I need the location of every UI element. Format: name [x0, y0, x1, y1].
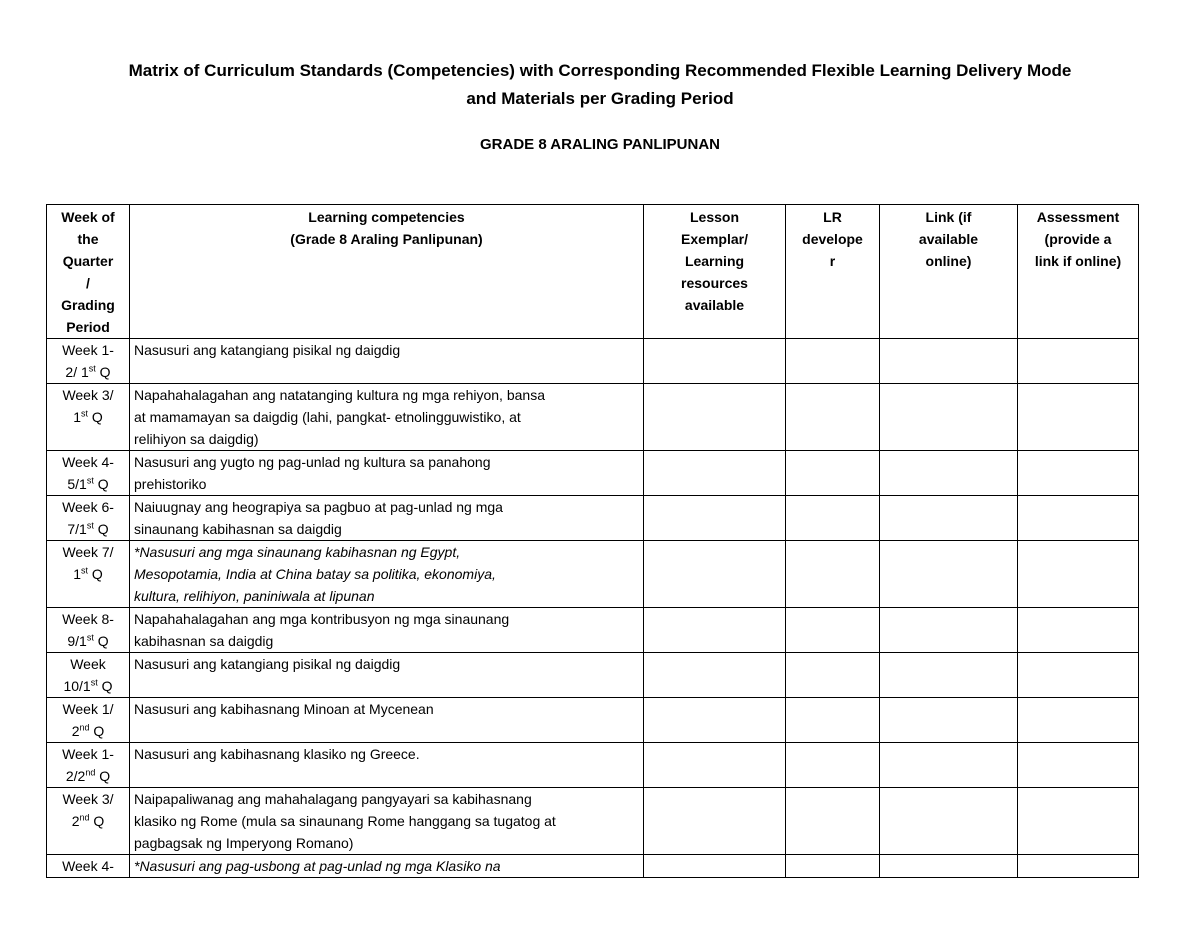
lr-cell — [786, 698, 880, 743]
link-cell — [880, 653, 1018, 698]
lr-cell — [786, 451, 880, 496]
table-row — [47, 788, 1139, 855]
table-row — [47, 743, 1139, 788]
week-cell: Week 6- 7/1st Q — [47, 496, 130, 541]
table-row — [47, 451, 1139, 496]
link-cell — [880, 339, 1018, 384]
header-assessment: Assessment (provide a link if online) — [1018, 205, 1139, 339]
table-row — [47, 339, 1139, 384]
assessment-cell — [1018, 496, 1139, 541]
lesson-cell — [644, 743, 786, 788]
link-cell — [880, 788, 1018, 855]
assessment-cell — [1018, 608, 1139, 653]
lesson-cell — [644, 608, 786, 653]
assessment-cell — [1018, 653, 1139, 698]
week-cell: Week 3/ 2nd Q — [47, 788, 130, 855]
link-cell — [880, 608, 1018, 653]
competency-cell: Nasusuri ang katangiang pisikal ng daigdig — [130, 653, 644, 698]
link-cell — [880, 698, 1018, 743]
competency-cell: Naipapaliwanag ang mahahalagang pangyayari sa kabihasnang klasiko ng Rome (mula sa sinaunang Rome hanggang sa tugatog at pagbagsak ng Imperyong Romano) — [130, 788, 644, 855]
week-cell: Week 1- 2/ 1st Q — [47, 339, 130, 384]
week-cell: Week 8- 9/1st Q — [47, 608, 130, 653]
link-cell — [880, 541, 1018, 608]
assessment-cell — [1018, 698, 1139, 743]
lr-cell — [786, 339, 880, 384]
table-row — [47, 608, 1139, 653]
competency-cell: Naiuugnay ang heograpiya sa pagbuo at pag-unlad ng mga sinaunang kabihasnan sa daigdig — [130, 496, 644, 541]
lesson-cell — [644, 451, 786, 496]
competency-cell: Nasusuri ang kabihasnang klasiko ng Greece. — [130, 743, 644, 788]
lr-cell — [786, 608, 880, 653]
lr-cell — [786, 384, 880, 451]
assessment-cell — [1018, 855, 1139, 878]
competency-cell: Nasusuri ang katangiang pisikal ng daigdig — [130, 339, 644, 384]
document-subtitle: GRADE 8 ARALING PANLIPUNAN — [479, 136, 720, 153]
header-competencies: Learning competencies (Grade 8 Araling Panlipunan) — [130, 205, 644, 339]
week-cell: Week 4- 5/1st Q — [47, 451, 130, 496]
title-line-1: Matrix of Curriculum Standards (Competencies) with Corresponding Recommended Flexible Learning Delivery Mode — [128, 61, 1072, 80]
competency-cell: Nasusuri ang yugto ng pag-unlad ng kultura sa panahong prehistoriko — [130, 451, 644, 496]
lesson-cell — [644, 384, 786, 451]
table-row — [47, 496, 1139, 541]
lr-cell — [786, 855, 880, 878]
lesson-cell — [644, 339, 786, 384]
link-cell — [880, 743, 1018, 788]
lesson-cell — [644, 855, 786, 878]
header-link: Link (if available online) — [880, 205, 1018, 339]
competency-cell: Napahahalagahan ang natatanging kultura ng mga rehiyon, bansa at mamamayan sa daigdig (lahi, pangkat- etnolingguwistiko, at relihiyon sa daigdig) — [130, 384, 644, 451]
link-cell — [880, 451, 1018, 496]
assessment-cell — [1018, 788, 1139, 855]
table-row — [47, 698, 1139, 743]
competency-cell: Napahahalagahan ang mga kontribusyon ng mga sinaunang kabihasnan sa daigdig — [130, 608, 644, 653]
assessment-cell — [1018, 339, 1139, 384]
curriculum-matrix-table — [46, 204, 1139, 878]
assessment-cell — [1018, 743, 1139, 788]
header-week: Week of the Quarter / Grading Period — [47, 205, 130, 339]
header-lesson-exemplar: Lesson Exemplar/ Learning resources available — [644, 205, 786, 339]
link-cell — [880, 384, 1018, 451]
competency-cell: Nasusuri ang kabihasnang Minoan at Mycenean — [130, 698, 644, 743]
week-cell: Week 3/ 1st Q — [47, 384, 130, 451]
week-cell: Week 4- — [47, 855, 130, 878]
lesson-cell — [644, 698, 786, 743]
lr-cell — [786, 743, 880, 788]
lesson-cell — [644, 541, 786, 608]
competency-cell: *Nasusuri ang pag-usbong at pag-unlad ng mga Klasiko na — [130, 855, 644, 878]
table-row — [47, 541, 1139, 608]
table-header-row — [47, 205, 1139, 339]
lesson-cell — [644, 788, 786, 855]
week-cell: Week 1/ 2nd Q — [47, 698, 130, 743]
lr-cell — [786, 496, 880, 541]
assessment-cell — [1018, 451, 1139, 496]
assessment-cell — [1018, 384, 1139, 451]
lesson-cell — [644, 496, 786, 541]
competency-cell: *Nasusuri ang mga sinaunang kabihasnan ng Egypt, Mesopotamia, India at China batay sa politika, ekonomiya, kultura, relihiyon, paniniwala at lipunan — [130, 541, 644, 608]
lr-cell — [786, 788, 880, 855]
lesson-cell — [644, 653, 786, 698]
document-title — [0, 57, 1200, 113]
lr-cell — [786, 541, 880, 608]
table-row — [47, 855, 1139, 878]
title-line-2: and Materials per Grading Period — [466, 89, 734, 108]
lr-cell — [786, 653, 880, 698]
link-cell — [880, 496, 1018, 541]
header-lr-developer: LR develope r — [786, 205, 880, 339]
week-cell: Week 7/ 1st Q — [47, 541, 130, 608]
week-cell: Week 10/1st Q — [47, 653, 130, 698]
table-row — [47, 653, 1139, 698]
week-cell: Week 1- 2/2nd Q — [47, 743, 130, 788]
assessment-cell — [1018, 541, 1139, 608]
link-cell — [880, 855, 1018, 878]
table-body — [47, 339, 1139, 878]
table-row — [47, 384, 1139, 451]
